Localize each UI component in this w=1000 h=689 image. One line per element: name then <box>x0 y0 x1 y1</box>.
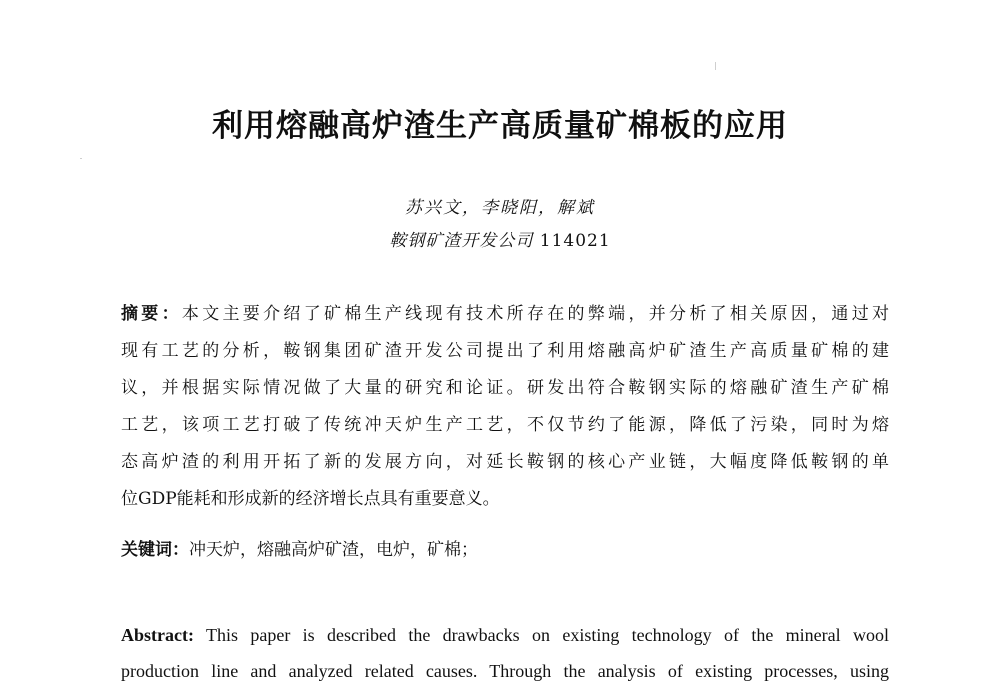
affiliation-postcode: 114021 <box>539 231 611 251</box>
scan-mark <box>715 62 716 70</box>
abstract-line: 议，并根据实际情况做了大量的研究和论证。研发出符合鞍钢实际的熔融矿渣生产矿棉 <box>121 378 889 398</box>
keywords-text: 冲天炉，熔融高炉矿渣，电炉，矿棉； <box>189 540 478 560</box>
affiliation-name: 鞍钢矿渣开发公司 <box>389 231 534 251</box>
affiliation <box>0 229 1000 253</box>
abstract-line: 摘要：本文主要介绍了矿棉生产线现有技术所存在的弊端，并分析了相关原因，通过对 <box>121 304 889 324</box>
abstract-en-line: Abstract: This paper is described the drawbacks on existing technology of the mineral wool <box>121 625 889 645</box>
abstract-label: 摘要： <box>121 304 182 324</box>
abstract-english <box>121 617 889 689</box>
abstract-line: 工艺，该项工艺打破了传统冲天炉生产工艺，不仅节约了能源，降低了污染，同时为熔 <box>121 415 889 435</box>
keywords-label: 关键词： <box>121 540 189 560</box>
scan-mark <box>80 158 82 159</box>
author-list: 苏兴文，李晓阳，解斌 <box>405 198 595 218</box>
keywords <box>121 536 889 564</box>
abstract-line: 现有工艺的分析，鞍钢集团矿渣开发公司提出了利用熔融高炉矿渣生产高质量矿棉的建 <box>121 341 889 361</box>
abstract-chinese <box>121 296 889 518</box>
abstract-en-line: production line and analyzed related causes. Through the analysis of existing processes, using <box>121 661 889 681</box>
abstract-en-label: Abstract: <box>121 625 194 645</box>
abstract-line: 态高炉渣的利用开拓了新的发展方向，对延长鞍钢的核心产业链，大幅度降低鞍钢的单 <box>121 452 889 472</box>
paper-title: 利用熔融高炉渣生产高质量矿棉板的应用 <box>212 108 788 144</box>
abstract-line: 位GDP能耗和形成新的经济增长点具有重要意义。 <box>121 489 500 509</box>
